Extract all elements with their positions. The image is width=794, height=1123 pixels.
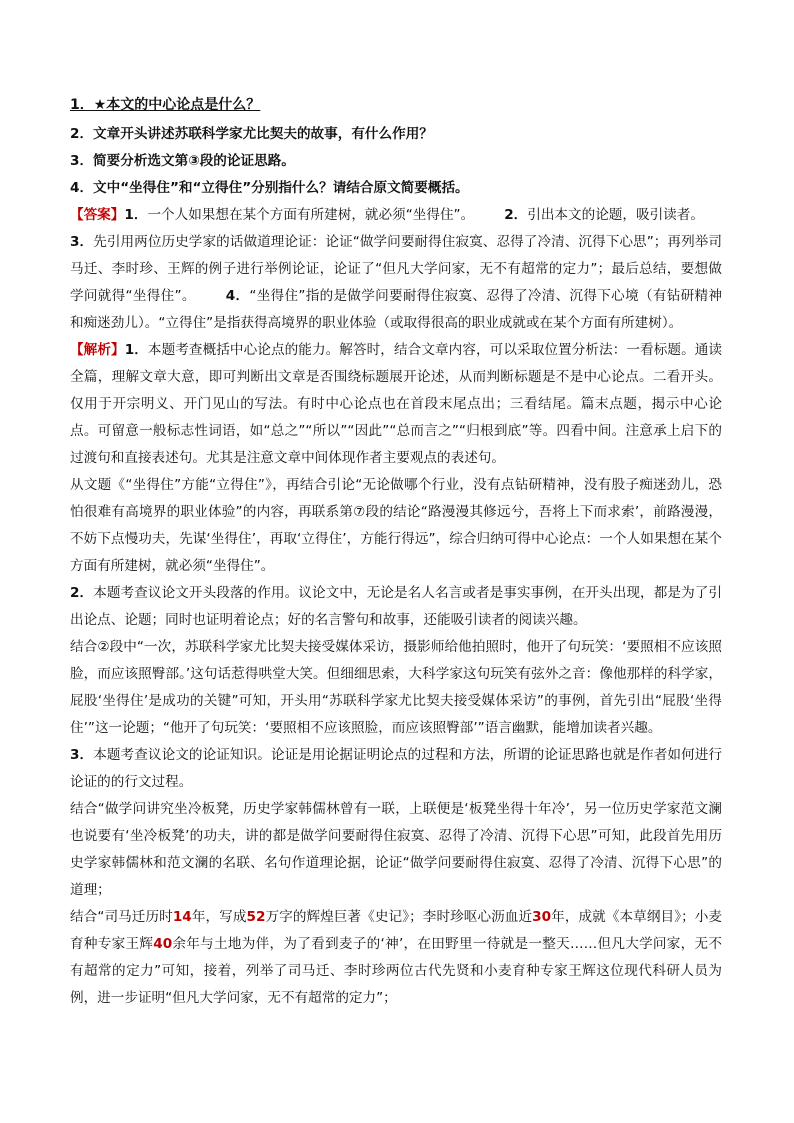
analysis-1-number: 1． <box>124 342 148 358</box>
answer-3-text: 先引用两位历史学家的话做道理论证：论证“做学问要耐得住寂寞、忍得了冷清、沉得下心思”；再列举司马迁、李时珍、王辉的例子进行举例论证，论证了“但凡大学问家，无不有超常的定力”；最后总结，要想做学问就得“坐得住”。 <box>70 234 722 304</box>
analysis-7-text-d: 年，成就《本草纲目》；小麦育种专家王辉 <box>70 909 723 952</box>
analysis-tag: 【解析】 <box>70 342 125 358</box>
analysis-paragraph-2: 从文题《“坐得住”方能“立得住”》，再结合引论“无论做哪个行业，没有点钻研精神，没有股子痴迷劲儿，恐怕很难有高境界的职业体验”的内容，再联系第⑦段的结论“路漫漫其修远兮，吾将上下而求索’，前路漫漫，不妨下点慢功夫，先谋‘坐得住’，再取‘立得住’，方能行得远”，综合归纳可得中心论点：一个人如果想在某个方面有所建树，就必须“坐得住”。 <box>70 477 722 574</box>
number-30: 30 <box>532 909 552 925</box>
document-page <box>70 92 722 1012</box>
analysis-paragraph-4: 结合②段中“一次，苏联科学家尤比契夫接受媒体采访，摄影师给他拍照时，他开了句玩笑：‘要照相不应该照脸，而应该照臀部。’这句话惹得哄堂大笑。但细细思索，大科学家这句玩笑有弦外之音：像他那样的科学家，屁股‘坐得住’是成功的关键”可知，开头用“苏联科学家尤比契夫接受媒体采访”的事例，首先引出“屁股‘坐得住’”这一论题；“他开了句玩笑：‘要照相不应该照脸，而应该照臀部’”语言幽默，能增加读者兴趣。 <box>70 639 722 736</box>
analysis-3-number: 3． <box>70 747 94 763</box>
answer-tag: 【答案】 <box>70 207 125 223</box>
answer-2-number: 2． <box>504 207 528 223</box>
question-1: 1．★本文的中心论点是什么？ <box>70 97 261 113</box>
analysis-3-text: 本题考查议论文的论证知识。论证是用论据证明论点的过程和方法，所谓的论证思路也就是作者如何进行论证的的行文过程。 <box>70 747 722 790</box>
answer-block <box>70 202 722 337</box>
answer-4-number: 4． <box>225 288 250 304</box>
analysis-2-text: 本题考查议论文开头段落的作用。议论文中，无论是名人名言或者是事实事例，在开头出现，都是为了引出论点、论题；同时也证明着论点；好的名言警句和故事，还能吸引读者的阅读兴趣。 <box>70 585 722 628</box>
analysis-paragraph-3 <box>70 580 722 634</box>
number-40: 40 <box>153 936 173 952</box>
analysis-7-text-a: 结合“司马迁历时 <box>70 909 173 925</box>
number-52: 52 <box>246 909 266 925</box>
answer-3-number: 3． <box>70 234 94 250</box>
analysis-paragraph-7 <box>70 904 722 1012</box>
answer-1-text: 一个人如果想在某个方面有所建树，就必须“坐得住”。 <box>147 207 475 223</box>
question-4: 4．文中“坐得住”和“立得住”分别指什么？请结合原文简要概括。 <box>70 180 469 196</box>
analysis-1-text: 本题考查概括中心论点的能力。解答时，结合文章内容，可以采取位置分析法：一看标题。通读全篇，理解文章大意，即可判断出文章是否围绕标题展开论述，从而判断标题是不是中心论点。二看开头。仅用于开宗明义、开门见山的写法。有时中心论点也在首段末尾点出；三看结尾。篇末点题，揭示中心论点。可留意一般标志性词语，如“总之”“所以”“因此”“总而言之”“归根到底”等。四看中间。注意承上启下的过渡句和直接表述句。尤其是注意文章中间体现作者主要观点的表述句。 <box>70 342 723 466</box>
analysis-paragraph-6: 结合“做学问讲究坐冷板凳，历史学家韩儒林曾有一联，上联便是‘板凳坐得十年冷’，另一位历史学家范文澜也说要有‘坐冷板凳’的功夫，讲的都是做学问要耐得住寂寞、忍得了冷清、沉得下心思”可知，此段首先用历史学家韩儒林和范文澜的名联、名句作道理论据，论证“做学问要耐得住寂寞、忍得了冷清、沉得下心思”的道理； <box>70 801 722 898</box>
answer-1-number: 1． <box>124 207 148 223</box>
analysis-paragraph-1 <box>70 337 722 472</box>
analysis-paragraph-5 <box>70 742 722 796</box>
answer-2-text: 引出本文的论题，吸引读者。 <box>527 207 704 223</box>
number-14: 14 <box>172 909 192 925</box>
analysis-7-text-c: 万字的辉煌巨著《史记》；李时珍呕心沥血近 <box>265 909 533 925</box>
question-2: 2．文章开头讲述苏联科学家尤比契夫的故事，有什么作用？ <box>70 126 433 142</box>
analysis-2-number: 2． <box>70 585 94 601</box>
analysis-7-text-b: 年，写成 <box>191 909 247 925</box>
analysis-7-text-e: 余年与土地为伴，为了看到麦子的‘神’，在田野里一待就是一整天……但凡大学问家，无不有超常的定力”可知，接着，列举了司马迁、李时珍两位古代先贤和小麦育种专家王辉这位现代科研人员为例，进一步证明“但凡大学问家，无不有超常的定力”； <box>70 936 723 1006</box>
answer-4-text: “坐得住”指的是做学问要耐得住寂寞、忍得了冷清、沉得下心境（有钻研精神和痴迷劲儿）。“立得住”是指获得高境界的职业体验（或取得很高的职业成就或在某个方面有所建树）。 <box>70 288 722 331</box>
question-3: 3．简要分析选文第③段的论证思路。 <box>70 153 295 169</box>
